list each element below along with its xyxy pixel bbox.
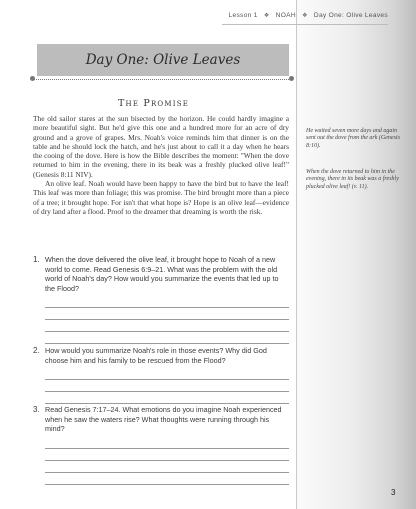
header-chapter: NOAH <box>275 12 296 19</box>
question-number: 1. <box>33 255 40 264</box>
running-header <box>229 12 388 19</box>
header-rule <box>222 24 388 25</box>
question-1 <box>33 255 289 344</box>
answer-line[interactable] <box>45 320 289 332</box>
answer-lines[interactable] <box>45 296 289 344</box>
margin-sidebar <box>296 0 416 509</box>
divider-dot-right <box>289 76 294 81</box>
answer-lines[interactable] <box>45 437 289 485</box>
side-note: When the dove returned to him in the evening, there in its beak was a freshly plucked olive leaf! (v. 11). <box>306 169 399 190</box>
question-text: How would you summarize Noah's role in those events? Why did God choose him and his family to be rescued from the Flood? <box>45 346 267 365</box>
question-2 <box>33 346 289 404</box>
day-title-banner <box>37 44 289 76</box>
section-heading-text: The Promise <box>118 98 190 109</box>
question-text: When the dove delivered the olive leaf, it brought hope to Noah of a new world to come. Read Genesis 6:9–21. What was the problem with the old world of Noah's day? How would you summarize the events that led up to the Flood? <box>45 255 279 293</box>
answer-line[interactable] <box>45 449 289 461</box>
header-separator-icon: ❖ <box>302 13 308 19</box>
side-note: He waited seven more days and again sent out the dove from the ark (Genesis 8:10). <box>306 128 400 149</box>
section-heading <box>118 98 189 109</box>
answer-line[interactable] <box>45 332 289 344</box>
question-3 <box>33 405 289 485</box>
answer-line[interactable] <box>45 368 289 380</box>
header-day: Day One: Olive Leaves <box>313 12 388 19</box>
answer-line[interactable] <box>45 308 289 320</box>
answer-line[interactable] <box>45 380 289 392</box>
header-separator-icon: ❖ <box>263 13 270 19</box>
divider-dot-left <box>30 76 35 81</box>
body-paragraph: An olive leaf. Noah would have been happy to have the bird but to have the leaf! This leaf was more than foliage; this was promise. The bird brought more than a piece of a tree; it brought hope. For isn't that what hope is? Hope is an olive leaf—evidence of dry land after a flood. Proof to the dreamer that dreaming is worth the risk. <box>33 179 289 216</box>
page-number: 3 <box>391 488 396 497</box>
answer-line[interactable] <box>45 392 289 404</box>
answer-line[interactable] <box>45 473 289 485</box>
sidebar-rule <box>296 0 297 509</box>
answer-line[interactable] <box>45 461 289 473</box>
body-text <box>33 114 289 216</box>
question-text: Read Genesis 7:17–24. What emotions do you imagine Noah experienced when he saw the waters rise? What thoughts were running through his mind? <box>45 405 282 434</box>
dotted-divider <box>33 79 291 80</box>
body-paragraph: The old sailor stares at the sun bisected by the horizon. He could hardly imagine a more beautiful sight. But he'd give this one and a hundred more for an acre of dry ground and a grove of grapes. Mrs. Noah's voice reminds him that dinner is on the table and he should lock the hatch, and he's just about to call it a day when he hears the cooing of the dove. Here is how the Bible describes the moment: "When the dove returned to him in the evening, there in its beak was a freshly plucked olive leaf!" (Genesis 8:11 NIV). <box>33 114 289 179</box>
answer-lines[interactable] <box>45 368 289 404</box>
question-number: 2. <box>33 346 40 355</box>
day-title: Day One: Olive Leaves <box>85 52 241 68</box>
answer-line[interactable] <box>45 437 289 449</box>
answer-line[interactable] <box>45 296 289 308</box>
question-number: 3. <box>33 405 40 414</box>
header-lesson: Lesson 1 <box>228 12 258 19</box>
